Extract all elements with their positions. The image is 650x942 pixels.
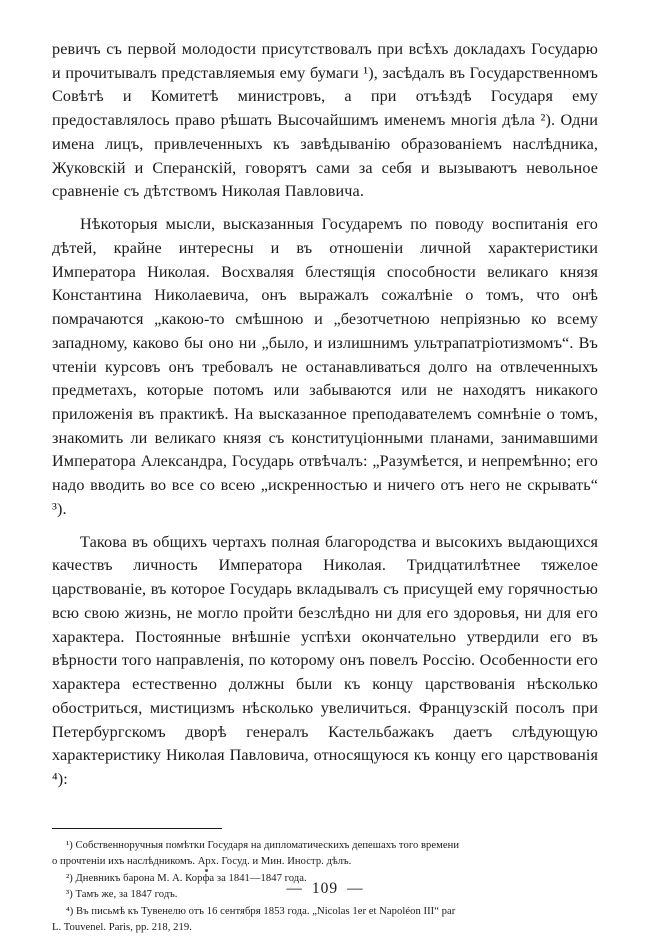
footnote-1-line-1: ¹) Собственноручныя помѣтки Государя на дипломатическихъ депешахъ того времени [66, 839, 460, 851]
page-number-value: 109 [311, 880, 339, 897]
paragraph-3: Такова въ общихъ чертахъ полная благородства и высокихъ выдающихся качествъ личность Императора Николая. Тридцатилѣтнее тяжелое царствованіе, въ которое Государь вкладывалъ съ присущей ему горячностью всю свою жизнь, не могло пройти безслѣдно ни для его здоровья, ни для его характера. Постоянные внѣшніе успѣхи окончательно утвердили его въ вѣрности того направленія, по которому онъ повелъ Россію. Особенности его характера естественно должны были къ концу царствованія нѣсколько обостриться, мистицизмъ нѣсколько увеличиться. Французскій посолъ при Петербургскомъ дворѣ генералъ Кастельбажакъ даетъ слѣдующую характеристику Николая Павловича, относящуюся къ концу его царствованія ⁴): [52, 532, 598, 789]
paragraph-2: Нѣкоторыя мысли, высказанныя Государемъ по поводу воспитанія его дѣтей, крайне интересны и въ отношеніи личной характеристики Императора Николая. Восхваляя блестящія способности великаго князя Константина Николаевича, онъ выражалъ сожалѣніе о томъ, что онѣ помрачаются „какою-то смѣшною и „безотчетною непріязнью ко всему западному, каково бы оно ни „было, и излишнимъ ультрапатріотизмомъ“. Въ чтеніи курсовъ онъ требовалъ не останавливаться долго на отвлеченныхъ предметахъ, которые потомъ или забываются или не находятъ никакого приложенія въ практикѣ. На высказанное преподавателемъ сомнѣніе о томъ, знакомить ли великаго князя съ конституціонными планами, занимавшими Императора Александра, Государь отвѣчалъ: „Разумѣется, и непремѣнно; его надо вводить во все со всею „искренностью и ничего отъ него не скрывать“ ³). [52, 215, 598, 518]
footnote-4-line-2: L. Touvenel. Paris, pp. 218, 219. [52, 922, 192, 934]
page-number [0, 880, 650, 898]
paragraph-1: ревичъ съ первой молодости присутствовалъ при всѣхъ докладахъ Государю и прочитывалъ представляемыя ему бумаги ¹), засѣдалъ въ Государственномъ Совѣтѣ и Комитетѣ министровъ, а при отъѣздѣ Государя ему предоставлялось право рѣшать Высочайшимъ именемъ многія дѣла ²). Одни имена лицъ, привлеченныхъ къ завѣдыванію образованіемъ наслѣдника, Жуковскій и Сперанскій, говорятъ сами за себя и вызываютъ невольное сравненіе съ дѣтствомъ Николая Павловича. [52, 40, 598, 201]
page-body [52, 38, 598, 792]
ink-speck [205, 869, 208, 872]
footnote-separator [52, 828, 222, 829]
footnote-4-line-1: ⁴) Въ письмѣ къ Тувенелю отъ 16 сентября 1853 года. „Nicolas 1er et Napoléon III“ par [66, 905, 456, 917]
footnote-1-line-2: о прочтеніи ихъ наслѣдникомъ. Арх. Госуд. и Мин. Иностр. дѣлъ. [52, 856, 352, 868]
footnote-2-line-1: ²) Дневникъ барона М. А. Корфа за 1841—1847 года. [66, 872, 307, 884]
footnote-3-line-1: ³) Тамъ же, за 1847 годъ. [66, 889, 178, 901]
page-number-dash-left: — [286, 880, 303, 897]
page-number-dash-right: — [347, 880, 364, 897]
